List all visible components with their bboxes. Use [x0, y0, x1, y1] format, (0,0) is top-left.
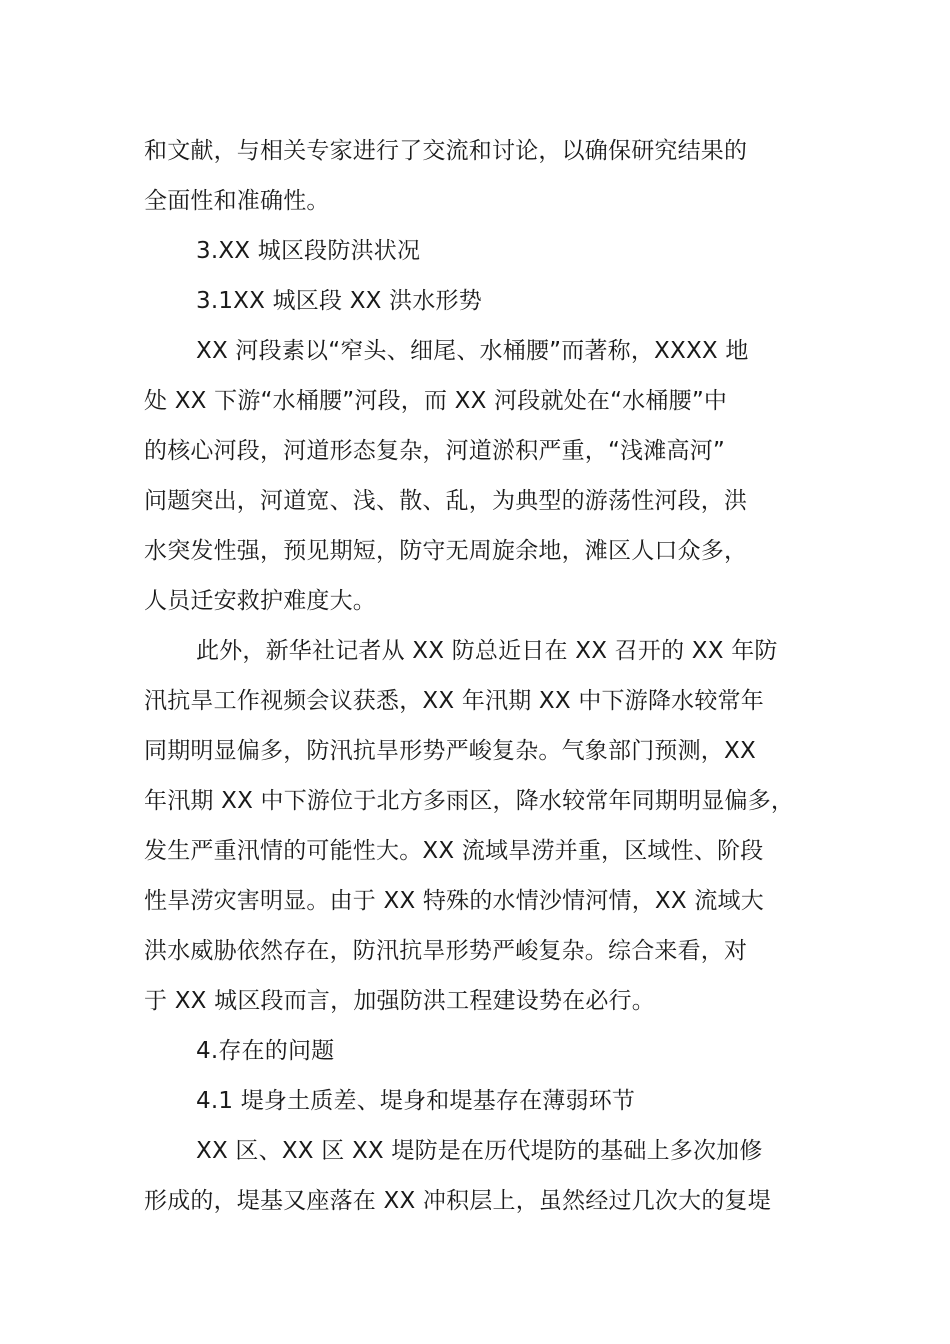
section-heading: 4.存在的问题 [196, 1038, 335, 1064]
text-line: 水突发性强，预见期短，防守无周旋余地，滩区人口众多， [144, 538, 748, 564]
text-line: 于 XX 城区段而言，加强防洪工程建设势在必行。 [144, 988, 655, 1014]
text-line: XX 河段素以“窄头、细尾、水桶腰”而著称，XXXX 地 [196, 338, 749, 364]
text-line: 全面性和准确性。 [144, 188, 330, 214]
text-line: 性旱涝灾害明显。由于 XX 特殊的水情沙情河情，XX 流域大 [144, 888, 764, 914]
text-line: 处 XX 下游“水桶腰”河段，而 XX 河段就处在“水桶腰”中 [144, 388, 728, 414]
text-line: 发生严重汛情的可能性大。XX 流域旱涝并重，区域性、阶段 [144, 838, 764, 864]
text-line: 和文献，与相关专家进行了交流和讨论，以确保研究结果的 [144, 138, 748, 164]
subsection-heading: 4.1 堤身土质差、堤身和堤基存在薄弱环节 [196, 1088, 636, 1114]
text-line: 此外，新华社记者从 XX 防总近日在 XX 召开的 XX 年防 [196, 638, 778, 664]
text-line: 同期明显偏多，防汛抗旱形势严峻复杂。气象部门预测，XX [144, 738, 756, 764]
section-heading: 3.XX 城区段防洪状况 [196, 238, 421, 264]
subsection-heading: 3.1XX 城区段 XX 洪水形势 [196, 288, 482, 314]
text-line: 的核心河段，河道形态复杂，河道淤积严重，“浅滩高河” [144, 438, 726, 464]
text-line: 人员迁安救护难度大。 [144, 588, 376, 614]
text-line: 汛抗旱工作视频会议获悉，XX 年汛期 XX 中下游降水较常年 [144, 688, 764, 714]
text-line: 问题突出，河道宽、浅、散、乱，为典型的游荡性河段，洪 [144, 488, 748, 514]
text-line: XX 区、XX 区 XX 堤防是在历代堤防的基础上多次加修 [196, 1138, 763, 1164]
text-line: 洪水威胁依然存在，防汛抗旱形势严峻复杂。综合来看，对 [144, 938, 748, 964]
text-line: 年汛期 XX 中下游位于北方多雨区，降水较常年同期明显偏多， [144, 788, 795, 814]
text-line: 形成的，堤基又座落在 XX 冲积层上，虽然经过几次大的复堤 [144, 1188, 771, 1214]
